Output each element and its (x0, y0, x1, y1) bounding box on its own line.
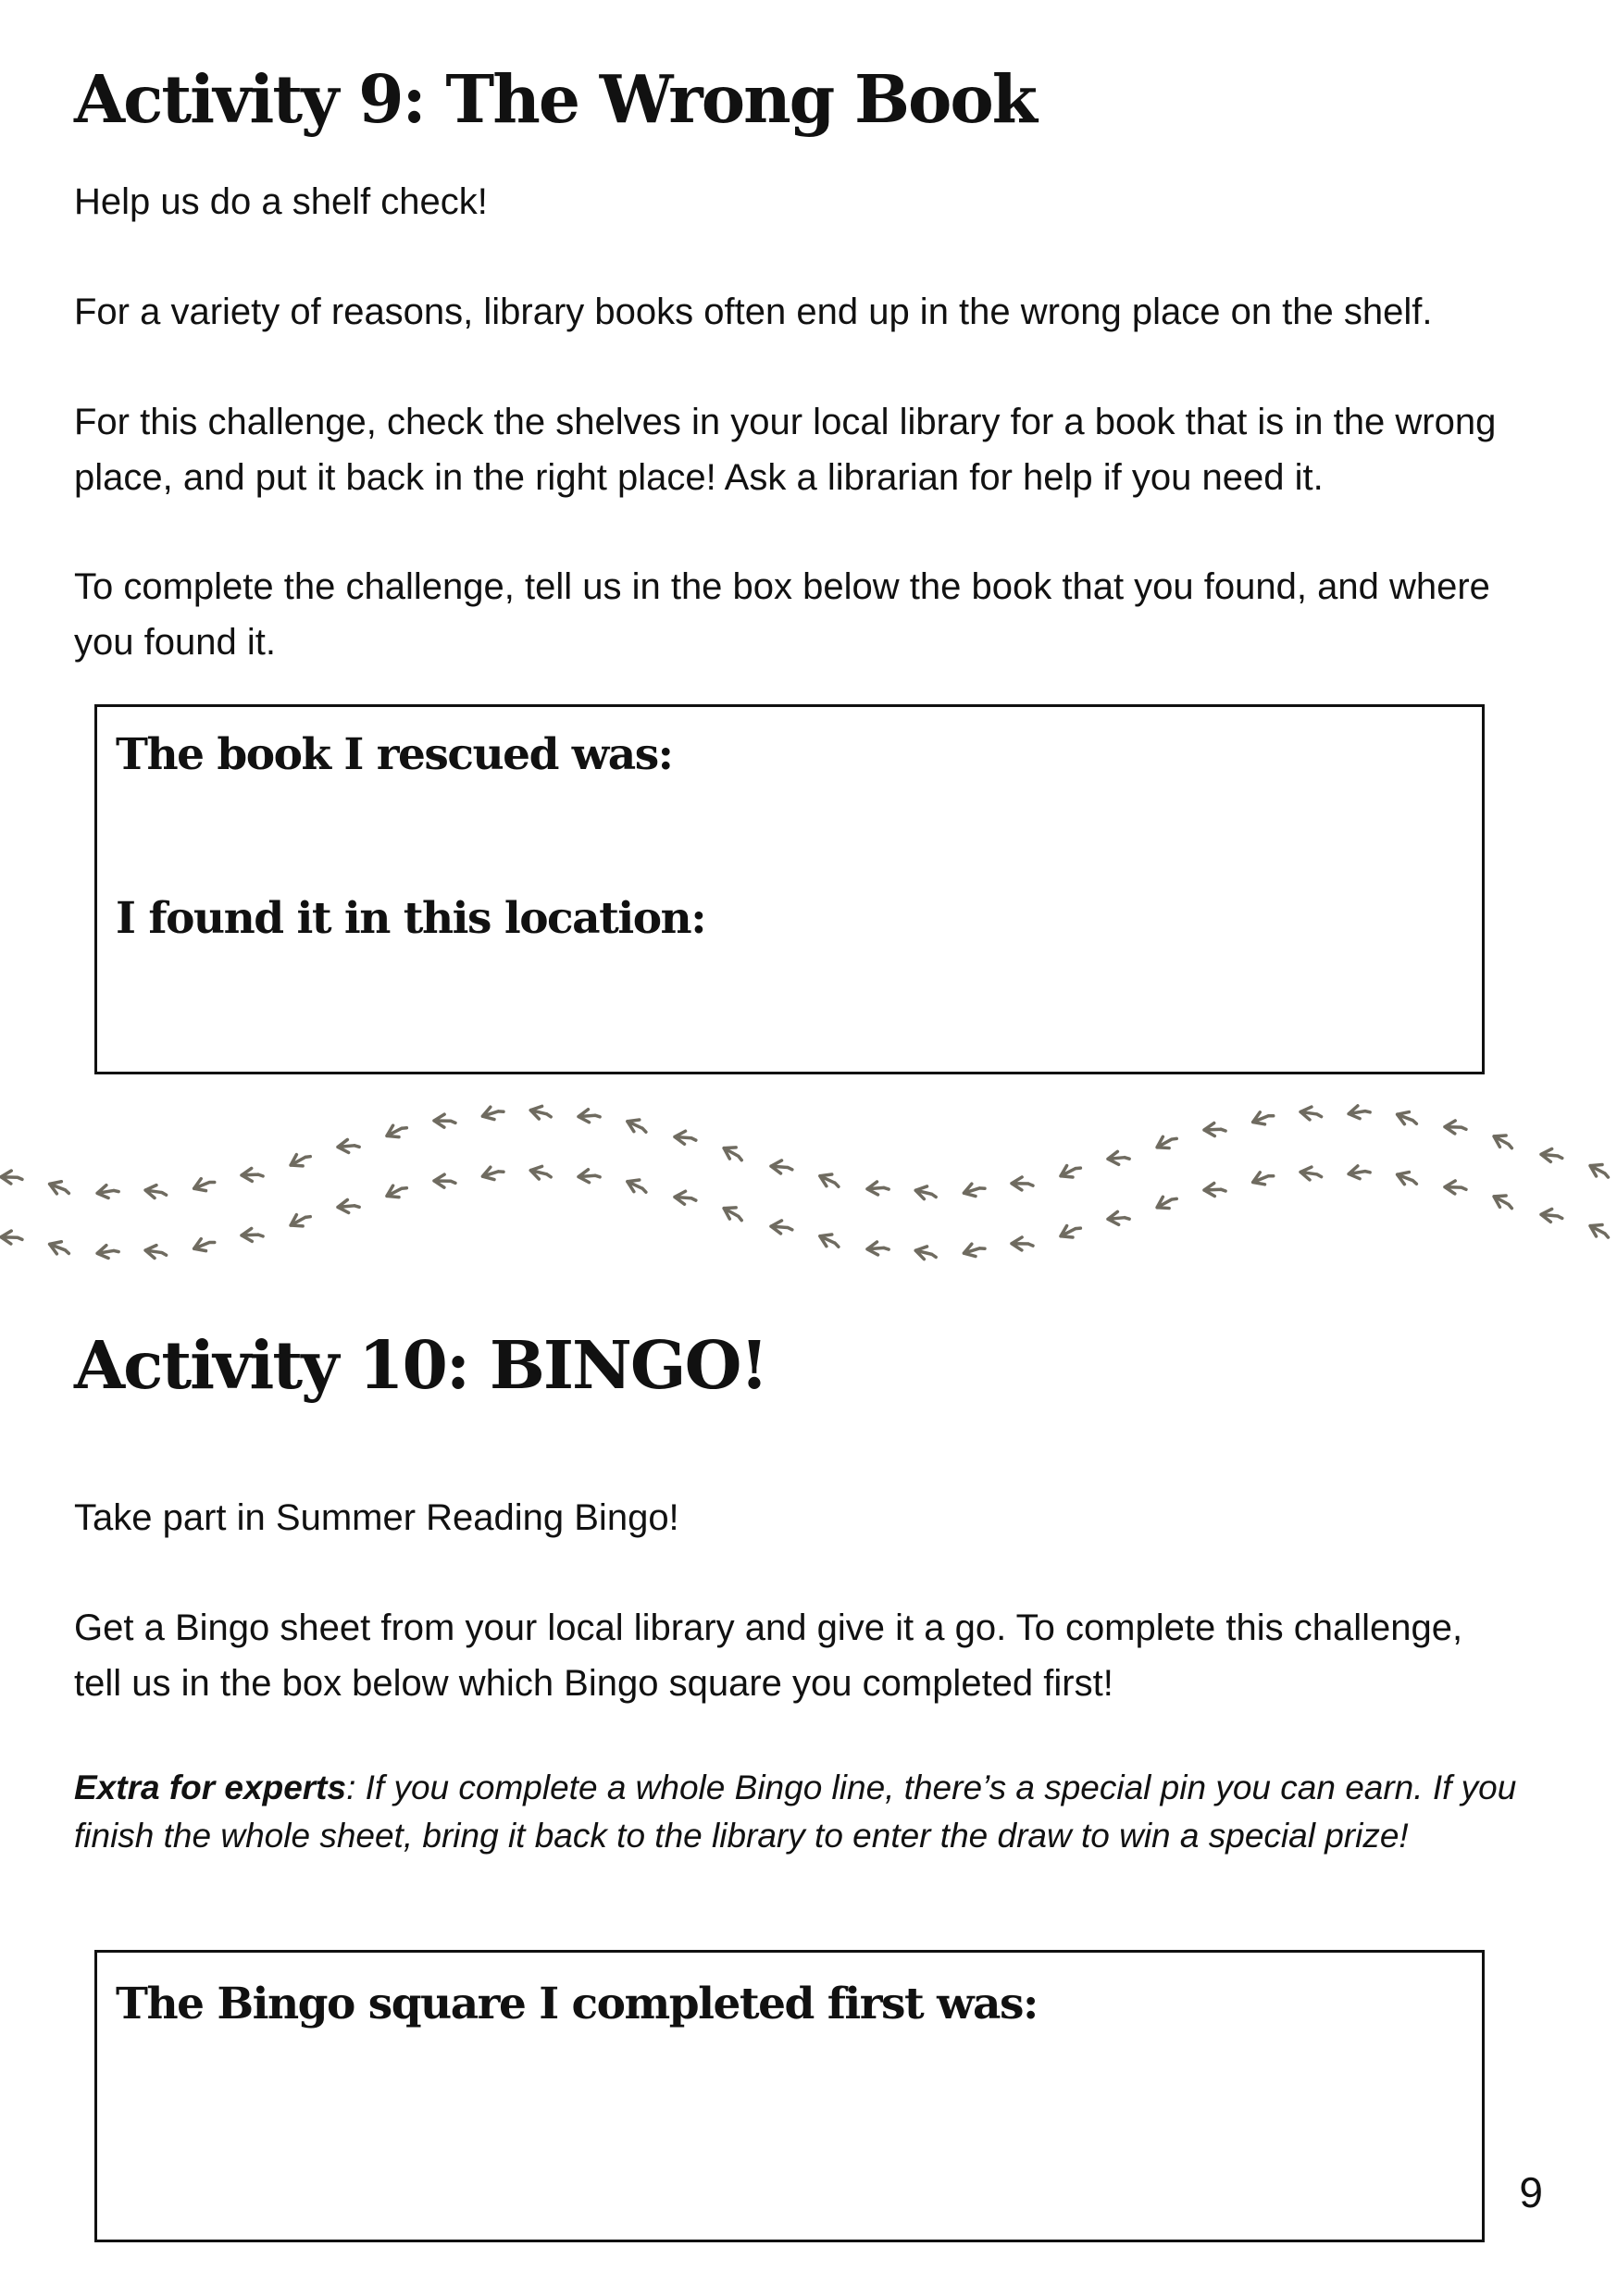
bird-footprint-icon (675, 1130, 697, 1145)
activity-10-intro: Take part in Summer Reading Bingo! (74, 1497, 679, 1538)
bird-footprint-icon (1491, 1131, 1516, 1152)
bird-footprint-icon (914, 1184, 939, 1201)
bird-footprint-icon (721, 1202, 746, 1223)
bird-footprint-icon (1348, 1104, 1371, 1121)
bird-footprint-icon (288, 1149, 313, 1171)
bird-footprint-icon (242, 1168, 264, 1182)
bird-footprint-icon (1204, 1123, 1226, 1136)
bird-footprint-icon (192, 1235, 217, 1255)
found-location-label: I found it in this location: (116, 893, 706, 944)
bird-footprint-icon (529, 1104, 554, 1122)
bird-footprint-icon (337, 1138, 359, 1153)
activity-9-instructions: For this challenge, check the shelves in your local library for a book that is in the wrong place, and put it back in the right place! Ask a librarian for help if you need it. (74, 402, 1497, 498)
bird-footprint-icon (288, 1210, 313, 1231)
extra-for-experts-note (74, 1764, 1573, 1860)
bird-footprint-icon (1395, 1169, 1419, 1188)
bird-footprint-icon (1300, 1166, 1323, 1182)
activity-9-reason: For a variety of reasons, library books often end up in the wrong place on the shelf. (74, 292, 1433, 332)
book-answer-box[interactable] (94, 704, 1485, 1074)
bird-footprint-icon (480, 1164, 504, 1183)
bird-footprint-icon (817, 1230, 842, 1250)
bird-footprint-icon (144, 1184, 168, 1199)
bird-footprint-icon (96, 1184, 119, 1200)
bird-footprint-icon (1587, 1160, 1612, 1181)
page-number: 9 (1519, 2168, 1543, 2216)
bird-footprint-icon (242, 1228, 264, 1242)
bird-footprint-icon (1154, 1192, 1179, 1213)
bingo-square-label: The Bingo square I completed first was: (116, 1979, 1038, 2029)
bird-footprint-icon (1491, 1191, 1516, 1212)
bird-footprint-icon (1204, 1183, 1226, 1197)
bird-footprint-icon (962, 1181, 986, 1199)
activity-10-instructions: Get a Bingo sheet from your local library and give it a go. To complete this challenge, tell us in the box below which Bingo square you completed first! (74, 1607, 1463, 1704)
bird-footprint-icon (962, 1241, 986, 1260)
bird-footprint-icon (1348, 1164, 1371, 1181)
bird-footprint-icon (1012, 1177, 1033, 1190)
bird-footprint-icon (434, 1174, 455, 1187)
activity-9-title: Activity 9: The Wrong Book (74, 60, 1036, 138)
bird-footprint-icon (1250, 1108, 1275, 1128)
bird-footprint-icon (1300, 1106, 1323, 1122)
bird-footprint-icon (1445, 1181, 1466, 1195)
bird-footprint-icon (625, 1175, 650, 1196)
bird-footprint-icon (1540, 1148, 1562, 1162)
bird-footprint-icon (1012, 1237, 1033, 1250)
bird-footprint-icon (480, 1104, 504, 1123)
bird-footprint-icon (625, 1115, 650, 1136)
bird-footprint-icon (337, 1198, 359, 1213)
bird-footprint-icon (675, 1190, 697, 1205)
bird-footprint-icon (578, 1109, 601, 1123)
bird-footprint-icon (144, 1244, 168, 1260)
bird-footprint-icon (1107, 1150, 1129, 1165)
bird-footprint-icon (867, 1241, 889, 1256)
bird-footprint-icon (47, 1178, 71, 1198)
bird-footprint-icon (1445, 1121, 1466, 1135)
bird-footprint-icon (1107, 1210, 1129, 1225)
bird-footprint-icon (1, 1231, 22, 1245)
bird-footprint-icon (1395, 1109, 1419, 1128)
extra-for-experts-label: Extra for experts (74, 1769, 347, 1806)
bird-footprint-icon (578, 1169, 601, 1184)
bird-footprint-icon (1058, 1221, 1083, 1242)
bird-footprint-icon (1250, 1168, 1275, 1188)
bird-footprint-icon (914, 1244, 939, 1261)
bird-footprint-icon (384, 1181, 409, 1202)
bird-footprint-icon (1587, 1220, 1612, 1241)
bird-footprint-icon (771, 1160, 793, 1174)
bird-footprint-icon (192, 1174, 217, 1195)
activity-9-intro: Help us do a shelf check! (74, 181, 488, 222)
bird-footprint-icon (1058, 1160, 1083, 1182)
bird-footprint-icon (721, 1142, 746, 1163)
bird-footprint-icon (1540, 1208, 1562, 1222)
extra-for-experts-text: : If you complete a whole Bingo line, there’s a special pin you can earn. If you finish the whole sheet, bring it back to the library to enter the draw to win a special prize! (74, 1769, 1517, 1855)
activity-10-title: Activity 10: BINGO! (74, 1326, 767, 1404)
bird-footprint-icon (47, 1238, 71, 1258)
bird-footprint-icon (96, 1244, 119, 1260)
book-rescued-label: The book I rescued was: (116, 729, 673, 780)
bird-footprint-icon (529, 1164, 554, 1182)
bird-footprint-icon (1, 1171, 22, 1185)
bird-footprint-icon (434, 1114, 455, 1127)
bird-footprint-icon (1154, 1132, 1179, 1153)
activity-9-completion: To complete the challenge, tell us in the box below the book that you found, and where you found it. (74, 566, 1490, 663)
bingo-answer-box[interactable] (94, 1950, 1485, 2242)
bird-footprints-divider (0, 1097, 1617, 1291)
bird-footprint-icon (867, 1181, 889, 1196)
bird-footprint-icon (771, 1220, 793, 1235)
bird-footprint-icon (384, 1121, 409, 1142)
bird-footprint-icon (817, 1170, 842, 1190)
